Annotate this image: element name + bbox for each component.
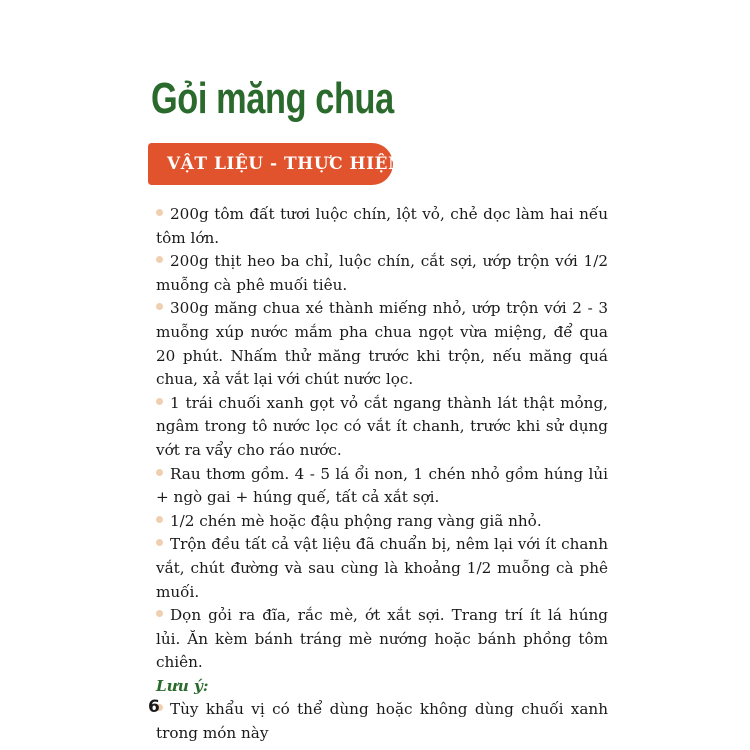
page-number: 6 [148,697,160,717]
step-item [156,392,608,463]
step-item [156,250,608,297]
step-item [156,604,608,675]
step-item [156,533,608,604]
note-item [156,698,608,745]
step-text: Trộn đều tất cả vật liệu đã chuẩn bị, nêm lại với ít chanh vắt, chút đường và sau cùng là khoảng 1/2 muỗng cà phê muối. [156,535,608,601]
step-text: 1/2 chén mè hoặc đậu phộng rang vàng giã nhỏ. [170,511,542,530]
bullet-icon [156,539,163,546]
step-item [156,510,608,534]
section-banner [148,143,411,185]
step-item [156,297,608,391]
bullet-icon [156,610,163,617]
note-label: Lưu ý: [156,676,209,695]
step-item [156,463,608,510]
step-item [156,203,608,250]
section-heading: VẬT LIỆU - THỰC HIỆN: [167,154,411,174]
bullet-icon [156,398,163,405]
recipe-title: Gỏi măng chua [151,74,394,123]
bullet-icon [156,516,163,523]
recipe-body [156,203,608,746]
step-text: Rau thơm gồm. 4 - 5 lá ổi non, 1 chén nhỏ gồm húng lủi + ngò gai + húng quế, tất cả xắt sợi. [156,464,608,507]
step-text: 200g tôm đất tươi luộc chín, lột vỏ, chẻ dọc làm hai nếu tôm lớn. [156,205,608,247]
bullet-icon [156,209,163,216]
step-text: 200g thịt heo ba chỉ, luộc chín, cắt sợi, ướp trộn với 1/2 muỗng cà phê muối tiêu. [156,252,608,294]
step-text: Dọn gỏi ra đĩa, rắc mè, ớt xắt sợi. Trang trí ít lá húng lủi. Ăn kèm bánh tráng mè nướng hoặc bánh phồng tôm chiên. [156,606,608,672]
step-text: 1 trái chuối xanh gọt vỏ cắt ngang thành lát thật mỏng, ngâm trong tô nước lọc có vắt ít chanh, trước khi sử dụng vớt ra vẩy cho ráo nước. [156,393,608,459]
bullet-icon [156,256,163,263]
bullet-icon [156,303,163,310]
step-text: 300g măng chua xé thành miếng nhỏ, ướp trộn với 2 - 3 muỗng xúp nước mắm pha chua ngọt vừa miệng, để qua 20 phút. Nhấm thử măng trước khi trộn, nếu măng quá chua, xả vắt lại với chút nước lọc. [156,299,608,389]
bullet-icon [156,469,163,476]
note-text: Tùy khẩu vị có thể dùng hoặc không dùng chuối xanh trong món này [156,700,608,743]
